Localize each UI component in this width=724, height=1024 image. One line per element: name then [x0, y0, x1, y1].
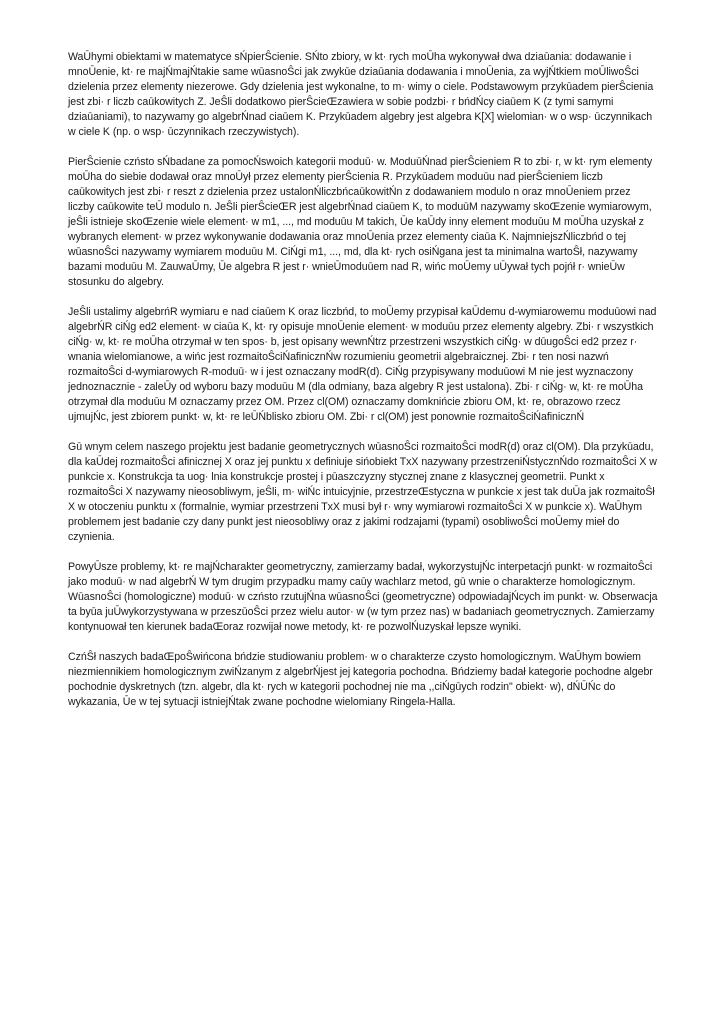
paragraph-4: Gū wnym celem naszego projektu jest badanie geometrycznych wūasnoŜci rozmaitoŜci modR(d) oraz cl(OM). Dla przykūadu, dla kaŪdej rozmaitoŜci afinicznej X oraz jej punktu x definiuje sińobiekt TxX nazywany przestrzeniŃstycznŃdo rozmaitoŜci X w punkcie x. Konstrukcja ta uog· lnia konstrukcje prostej i pūaszczyzny stycznej znane z klasycznej geometrii. Punkt x rozmaitoŜci X nazywamy nieosobliwym, jeŜli, m· wiŃc intuicyjnie, przestrzeŒstyczna w punkcie x jest tak duŪa jak rozmaitoŜł X w otoczeniu punktu x (formalnie, wymiar przestrzeni TxX musi był r· wny wymiarowi rozmaitoŜci X w punkcie x). WaŪhym problemem jest badanie czy dany punkt jest nieosobliwy oraz z jakimi rodzajami (typami) osobliwoŜci moŪemy mieł do czynienia.	[68, 441, 657, 543]
paragraph-1: WaŪhymi obiektami w matematyce sŃpierŜcienie. SŃto zbiory, w kt· rych moŪha wykonywał dwa dziaūania: dodawanie i mnoŪenie, kt· re majŃmajŃtakie same wūasnoŜci jak zwykūe dziaūania dodawania i mnoŪenia, za wyjŃtkiem moŪliwoŜci dzielenia przez elementy niezerowe. Gdy dzielenia jest wykonalne, to m· wimy o ciele. Podstawowym przykūadem pierŜcienia jest zbi· r liczb caūkowitych Z. JeŜli dodatkowo pierŜcieŒzawiera w sobie podzbi· r bńdŃcy ciaūem K (z tymi samymi dziaūaniami), to nazywamy go algebrŃnad ciaūem K. Przykūadem algebry jest algebra K[X] wielomian· w o wsp· ūczynnikach w ciele K (np. o wsp· ūczynnikach rzeczywistych).	[68, 51, 654, 138]
document-page	[68, 50, 658, 725]
paragraph-6: CzńŜł naszych badaŒpoŜwińcona bńdzie studiowaniu problem· w o charakterze czysto homologicznym. WaŪhym bowiem niezmiennikiem homologicznym zwiŃzanym z algebrŃjest jej kategoria pochodna. Bńdziemy badał kategorie pochodne algebr pochodnie dyskretnych (tzn. algebr, dla kt· rych w kategorii pochodnej nie ma ,,ciŃgūych rodzin" obiekt· w), dŃŪŃc do wykazania, Ūe w tej sytuacji istniejŃtak zwane pochodne wielomiany Ringela-Halla.	[68, 651, 653, 708]
paragraph-3: JeŜli ustalimy algebrńR wymiaru e nad ciaūem K oraz liczbńd, to moŪemy przypisał kaŪdemu d-wymiarowemu moduūowi nad algebrŃR ciŃg ed2 element· w ciaūa K, kt· ry opisuje mnoŪenie element· w moduūu przez elementy algebry. Zbi· r wszystkich ciŃg· w, kt· re moŪha otrzymał w ten spos· b, jest opisany wewnŃtrz przestrzeni wszystkich ciŃg· w dūugoŜci ed2 przez r· wnania wielomianowe, a wińc jest rozmaitoŜciŃafinicznŃw rozumieniu geometrii algebraicznej. Zbi· r ten nosi nazwń rozmaitoŜci d-wymiarowych R-moduū· w i jest oznaczany modR(d). CiŃg przypisywany moduūowi M nie jest wyznaczony jednoznacznie - zaleŪy od wyboru bazy moduūu M (dla odmiany, baza algebry R jest ustalona). Zbi· r ciŃg· w, kt· re moŪha otrzymał dla moduūu M oznaczamy przez OM. Przez cl(OM) oznaczamy domknińcie zbioru OM, kt· re, obrazowo rzecz ujmujŃc, jest zbiorem punkt· w, kt· re leŪŃblisko zbioru OM. Zbi· r cl(OM) jest ponownie rozmaitoŜciŃafinicznŃ	[68, 306, 657, 423]
paragraph-5: PowyŪsze problemy, kt· re majŃcharakter geometryczny, zamierzamy badał, wykorzystujŃc interpetacjń punkt· w rozmaitoŜci jako moduū· w nad algebrŃ W tym drugim przypadku mamy caūy wachlarz metod, gū wnie o charakterze homologicznym. WūasnoŜci (homologiczne) moduū· w czństo rzutujŃna wūasnoŜci (geometryczne) odpowiadajŃcych im punkt· w. Obserwacja ta byūa juŪwykorzystywana w przeszūoŜci przez wielu autor· w (w tym przez nas) w badaniach geometrycznych. Zamierzamy kontynuował ten kierunek badaŒoraz rozwijał nowe metody, kt· re pozwolŃuzyskał lepsze wyniki.	[68, 561, 658, 633]
paragraph-2: PierŜcienie czństo sŃbadane za pomocŃswoich kategorii moduū· w. ModuūŃnad pierŜcieniem R to zbi· r, w kt· rym elementy moŪha do siebie dodawał oraz mnoŪył przez elementy pierŜcienia R. Przykūadem moduūu nad pierŜcieniem liczb caūkowitych jest zbi· r reszt z dzielenia przez ustalonŃliczbńcaūkowitŃn z dodawaniem modulo n oraz mnoŪeniem przez liczby caūkowite teŪ modulo n. JeŜli pierŜcieŒR jest algebrŃnad ciaūem K, to moduūM nazywamy skoŒzenie wymiarowym, jeŜli istnieje skoŒzenie wiele element· w m1, ..., md moduūu M takich, Ūe kaŪdy inny element moduūu M moŪha uzyskał z wybranych element· w przez wykonywanie dodawania oraz mnoŪenia przez elementy ciaūa K. NajmniejszŃliczbńd o tej wūasnoŜci nazywamy wymiarem moduūu M. CiŃgi m1, ..., md, dla kt· rych osiŃgana jest ta minimalna wartoŜł, nazywamy bazami moduūu M. ZauwaŪmy, Ūe algebra R jest r· wnieŪmoduūem nad R, wińc moŪemy uŪywał tych pojńł r· wnieŪw stosunku do algebry.	[68, 156, 653, 288]
